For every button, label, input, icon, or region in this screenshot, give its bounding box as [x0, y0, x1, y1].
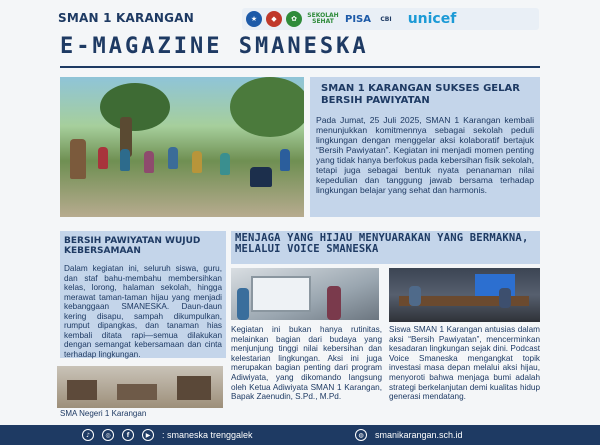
unicef-logo: unicef	[407, 11, 457, 27]
voice-article-col1: Kegiatan ini bukan hanya rutinitas, melainkan bagian dari budaya yang menjunjung tinggi nilai kebersihan dan kelestarian lingkungan. Aksi ini juga merupakan bagian penting dari program Adiwiyata, yang dikomando langsung oleh Ketua Adiwiyata SMAN 1 Karangan, Bapak Zaenudin, S.Pd., M.Pd.	[231, 325, 382, 402]
cbi-logo: CBI	[380, 15, 392, 23]
sekolah-sehat-logo: SEKOLAH SEHAT	[307, 12, 339, 25]
globe-icon: ◍	[355, 429, 367, 441]
website-link[interactable]	[355, 429, 463, 441]
instagram-icon[interactable]: ◎	[102, 429, 114, 441]
cleanup-activity-photo	[60, 77, 304, 217]
podcast-photo	[389, 268, 540, 322]
side-article-headline: BERSIH PAWIYATAN WUJUD KEBERSAMAAN	[64, 236, 201, 256]
footer-bar	[0, 425, 600, 445]
classroom-photo	[57, 366, 223, 408]
partner-logos	[242, 8, 539, 30]
voice-article-header	[231, 231, 540, 264]
ministry-emblem-icon: ✿	[286, 11, 302, 27]
photo-caption: SMA Negeri 1 Karangan	[60, 409, 147, 418]
main-article-body: Pada Jumat, 25 Juli 2025, SMAN 1 Karangan kembali menunjukkan komitmennya sebagai sekolah peduli lingkungan dengan menggelar aksi kolaboratif bertajuk “Bersih Pawiyatan”. Kegiatan ini menjadi momen penting yang tidak hanya berfokus pada kebersihan fisik sekolah, tetapi juga sebagai bentuk nyata penanaman nilai kepedulian dan tanggung jawab bersama terhadap lingkungan belajar yang sehat dan harmonis.	[316, 115, 534, 195]
voice-article-headline: MENJAGA YANG HIJAU MENYUARAKAN YANG BERMAKNA, MELALUI VOICE SMANESKA	[235, 232, 529, 255]
website-url[interactable]: smanikarangan.sch.id	[375, 430, 463, 440]
magazine-title: E-MAGAZINE SMANESKA	[60, 34, 369, 59]
title-divider	[60, 66, 540, 68]
voice-article-col2: Siswa SMAN 1 Karangan antusias dalam aksi “Bersih Pawiyatan”, mencerminkan kesadaran lingkungan sejak dini. Podcast Voice Smaneska mengangkat topik investasi masa depan melalui aksi hijau, menyoroti bahwa menjaga bumi adalah strategi berkelanjutan demi kualitas hidup generasi mendatang.	[389, 325, 540, 402]
main-article	[310, 77, 540, 217]
window-cleaning-photo	[231, 268, 379, 320]
school-emblem-icon: ◆	[266, 11, 282, 27]
side-article	[60, 231, 226, 358]
facebook-icon[interactable]: f	[122, 429, 134, 441]
tiktok-icon[interactable]: ♪	[82, 429, 94, 441]
social-handle[interactable]: : smaneska trenggalek	[162, 430, 253, 440]
pisa-logo: PISA	[345, 13, 371, 25]
provincial-emblem-icon: ★	[246, 11, 262, 27]
main-article-headline: SMAN 1 KARANGAN SUKSES GELAR BERSIH PAWIYATAN	[321, 83, 520, 106]
side-article-body: Dalam kegiatan ini, seluruh siswa, guru, dan staf bahu-membahu membersihkan kelas, lorong, halaman sekolah, hingga merawat taman-taman hijau yang menjadi kebanggaan SMANESKA. Daun-daun kering disapu, sampah dikumpulkan, rumput dipangkas, dan tanaman hias kembali ditata rapi—semua dilakukan dengan semangat kebersamaan dan cinta terhadap lingkungan.	[64, 264, 222, 359]
youtube-icon[interactable]: ▶	[142, 429, 154, 441]
school-name: SMAN 1 KARANGAN	[58, 11, 194, 25]
